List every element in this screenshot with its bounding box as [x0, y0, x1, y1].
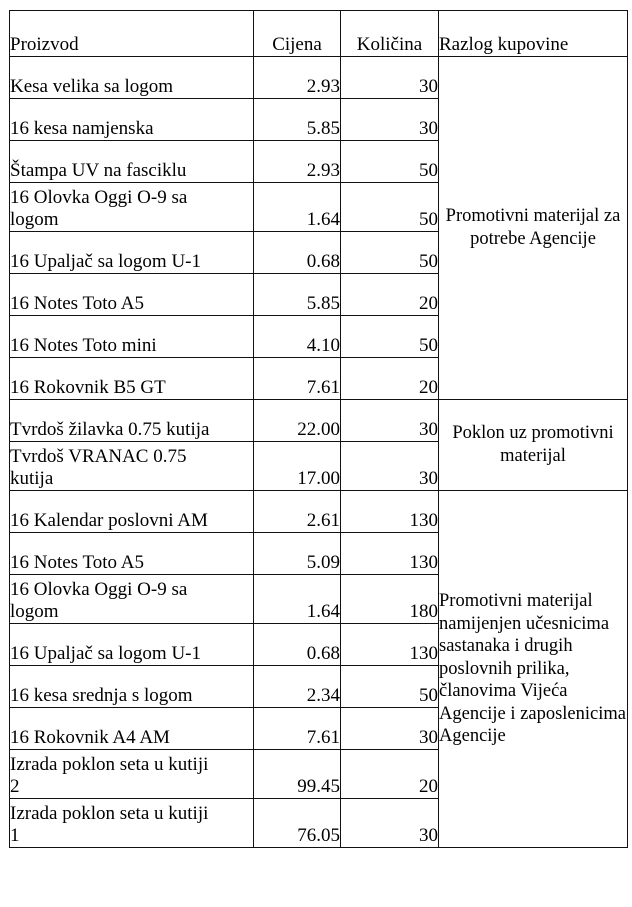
cell-price: 2.93	[254, 57, 341, 99]
cell-product	[10, 666, 254, 708]
product-name-line: logom	[10, 208, 59, 230]
product-name-line: 16 Rokovnik B5 GT	[10, 376, 166, 398]
product-name-line: 16 Notes Toto A5	[10, 551, 144, 573]
product-name-line: 2	[10, 775, 20, 797]
cell-price: 2.34	[254, 666, 341, 708]
cell-price: 5.85	[254, 274, 341, 316]
table-row	[10, 400, 628, 442]
cell-quantity: 130	[341, 624, 439, 666]
cell-price: 0.68	[254, 624, 341, 666]
column-header-price: Cijena	[254, 11, 341, 57]
cell-product	[10, 183, 254, 232]
table-header	[10, 11, 628, 57]
product-name-line: 16 kesa srednja s logom	[10, 684, 193, 706]
cell-product	[10, 316, 254, 358]
cell-price: 22.00	[254, 400, 341, 442]
document-root	[9, 10, 627, 900]
cell-quantity: 20	[341, 358, 439, 400]
cell-price: 1.64	[254, 575, 341, 624]
cell-price: 0.68	[254, 232, 341, 274]
product-name-line: Štampa UV na fasciklu	[10, 159, 187, 181]
cell-price: 7.61	[254, 708, 341, 750]
product-name-line: 16 Kalendar poslovni AM	[10, 509, 208, 531]
cell-quantity: 30	[341, 442, 439, 491]
cell-quantity: 30	[341, 799, 439, 848]
product-name-line: Tvrdoš VRANAC 0.75	[10, 445, 187, 467]
cell-quantity: 180	[341, 575, 439, 624]
cell-price: 4.10	[254, 316, 341, 358]
cell-quantity: 130	[341, 533, 439, 575]
cell-price: 5.09	[254, 533, 341, 575]
product-name-line: Tvrdoš žilavka 0.75 kutija	[10, 418, 210, 440]
product-name-line: 16 kesa namjenska	[10, 117, 154, 139]
cell-product	[10, 533, 254, 575]
cell-price: 99.45	[254, 750, 341, 799]
column-header-product: Proizvod	[10, 11, 254, 57]
cell-product	[10, 358, 254, 400]
cell-price: 1.64	[254, 183, 341, 232]
cell-quantity: 30	[341, 708, 439, 750]
cell-product	[10, 232, 254, 274]
product-name-line: 16 Olovka Oggi O-9 sa	[10, 578, 188, 600]
product-name-line: 1	[10, 824, 20, 846]
cell-quantity: 130	[341, 491, 439, 533]
cell-product	[10, 274, 254, 316]
cell-reason: Promotivni materijal namijenjen učesnicima sastanaka i drugih poslovnih prilika, članovima Vijeća Agencije i zaposlenicima Agencije	[439, 491, 628, 848]
product-name-line: Kesa velika sa logom	[10, 75, 174, 97]
purchase-table	[9, 10, 628, 848]
cell-product	[10, 99, 254, 141]
cell-price: 5.85	[254, 99, 341, 141]
product-name-line: 16 Upaljač sa logom U-1	[10, 250, 202, 272]
cell-product	[10, 624, 254, 666]
product-name-line: Izrada poklon seta u kutiji	[10, 753, 209, 775]
table-header-row	[10, 11, 628, 57]
cell-product	[10, 750, 254, 799]
product-name-line: 16 Notes Toto A5	[10, 292, 144, 314]
product-name-line: 16 Notes Toto mini	[10, 334, 157, 356]
cell-price: 17.00	[254, 442, 341, 491]
cell-price: 2.93	[254, 141, 341, 183]
product-name-line: kutija	[10, 467, 54, 489]
cell-quantity: 50	[341, 183, 439, 232]
cell-product	[10, 708, 254, 750]
cell-price: 2.61	[254, 491, 341, 533]
table-row	[10, 57, 628, 99]
cell-product	[10, 141, 254, 183]
cell-price: 7.61	[254, 358, 341, 400]
cell-quantity: 30	[341, 99, 439, 141]
column-header-quantity: Količina	[341, 11, 439, 57]
product-name-line: logom	[10, 600, 59, 622]
cell-product	[10, 57, 254, 99]
cell-reason: Poklon uz promotivni materijal	[439, 400, 628, 491]
cell-quantity: 50	[341, 666, 439, 708]
cell-quantity: 20	[341, 750, 439, 799]
cell-quantity: 30	[341, 57, 439, 99]
cell-price: 76.05	[254, 799, 341, 848]
cell-product	[10, 491, 254, 533]
cell-quantity: 30	[341, 400, 439, 442]
cell-product	[10, 442, 254, 491]
cell-quantity: 50	[341, 316, 439, 358]
cell-product	[10, 799, 254, 848]
table-body	[10, 57, 628, 848]
cell-reason: Promotivni materijal za potrebe Agencije	[439, 57, 628, 400]
product-name-line: 16 Olovka Oggi O-9 sa	[10, 186, 188, 208]
product-name-line: 16 Rokovnik A4 AM	[10, 726, 170, 748]
cell-quantity: 20	[341, 274, 439, 316]
product-name-line: 16 Upaljač sa logom U-1	[10, 642, 202, 664]
cell-product	[10, 575, 254, 624]
cell-quantity: 50	[341, 141, 439, 183]
column-header-reason: Razlog kupovine	[439, 11, 628, 57]
cell-product	[10, 400, 254, 442]
table-row	[10, 491, 628, 533]
product-name-line: Izrada poklon seta u kutiji	[10, 802, 209, 824]
cell-quantity: 50	[341, 232, 439, 274]
